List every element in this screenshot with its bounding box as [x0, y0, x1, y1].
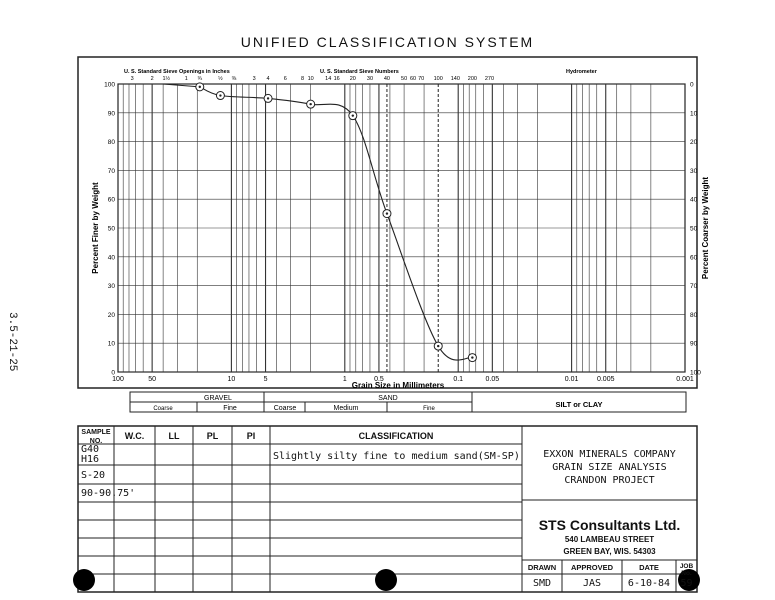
top-sieve-number-label: 20	[349, 76, 356, 82]
label-drawn: DRAWN	[527, 563, 557, 572]
punch-hole	[73, 569, 95, 591]
x-tick-label: 10	[227, 376, 236, 383]
x-tick-label: 5	[263, 376, 268, 383]
y-tick-label-left: 60	[107, 196, 115, 204]
value-date: 6-10-84	[627, 578, 671, 589]
classification-value: Slightly silty fine to medium sand(SM-SP)	[273, 451, 520, 462]
y-tick-label-left: 10	[107, 340, 115, 348]
label-job: JOB No.	[679, 563, 694, 577]
sample-line: S-20	[81, 470, 106, 481]
x-tick-label: 1	[342, 376, 347, 383]
y-tick-label-right: 60	[690, 254, 698, 262]
header-pl: PL	[206, 431, 219, 441]
y-axis-label-right: Percent Coarser by Weight	[701, 176, 710, 280]
y-tick-label-left: 50	[107, 225, 115, 233]
y-tick-label-right: 40	[690, 196, 698, 204]
top-sieve-opening-label: ¾	[197, 76, 203, 82]
x-tick-label: 0.5	[374, 376, 384, 383]
top-sieve-number-label: 270	[484, 76, 495, 82]
y-tick-label-right: 80	[690, 311, 698, 319]
value-job: 59	[680, 578, 693, 589]
header-sample: SAMPLE NO.	[81, 429, 111, 445]
top-sieve-number-label: 14	[325, 76, 332, 82]
band-gravel-fine: Fine	[223, 405, 237, 412]
top-sieve-openings-title: U. S. Standard Sieve Openings in Inches	[124, 69, 230, 75]
top-sieve-opening-label: 3	[130, 76, 134, 82]
top-sieve-number-label: 16	[333, 76, 340, 82]
sample-line: H16	[81, 454, 100, 465]
y-tick-label-left: 20	[107, 311, 115, 319]
top-sieve-opening-label: 2	[150, 76, 154, 82]
header-wc: W.C.	[124, 431, 145, 441]
y-tick-label-left: 0	[111, 369, 115, 377]
y-tick-label-left: 70	[107, 167, 115, 175]
band-sand-coarse: Coarse	[273, 405, 297, 412]
x-tick-label: 0.01	[564, 376, 579, 383]
firm-name: STS Consultants Ltd.	[538, 517, 681, 533]
top-sieve-number-label: 3	[252, 76, 256, 82]
x-tick-label: 0.001	[676, 376, 694, 383]
project-line: GRAIN SIZE ANALYSIS	[552, 462, 667, 473]
top-sieve-opening-label: 1	[184, 76, 188, 82]
top-sieve-numbers-title: U. S. Standard Sieve Numbers	[320, 69, 399, 75]
header-classification: CLASSIFICATION	[358, 431, 434, 441]
y-tick-label-right: 90	[690, 340, 698, 348]
band-sand-medium: Medium	[333, 405, 359, 412]
top-sieve-number-label: 4	[266, 76, 270, 82]
value-drawn: SMD	[532, 578, 552, 589]
side-label-text: 3.5-21-25	[6, 312, 18, 372]
band-gravel: GRAVEL	[204, 395, 232, 402]
top-sieve-opening-label: ⅜	[231, 76, 237, 82]
y-tick-label-right: 100	[690, 369, 701, 377]
top-sieve-number-label: 50	[401, 76, 408, 82]
top-sieve-number-label: 100	[433, 76, 443, 82]
y-tick-label-left: 100	[104, 81, 115, 89]
band-sand-fine: Fine	[423, 406, 435, 412]
y-tick-label-left: 30	[107, 283, 115, 291]
y-tick-label-right: 10	[690, 110, 698, 118]
band-gravel-coarse: Coarse	[153, 406, 173, 412]
top-sieve-number-label: 200	[467, 76, 477, 82]
top-sieve-number-label: 70	[418, 76, 425, 82]
top-sieve-number-label: 10	[307, 76, 314, 82]
x-axis-label: Grain Size in Millimeters	[351, 381, 445, 390]
y-tick-label-right: 20	[690, 139, 698, 147]
band-silt-clay: SILT or CLAY	[555, 400, 603, 409]
firm-street: 540 LAMBEAU STREET	[564, 535, 655, 544]
top-sieve-opening-label: ½	[218, 76, 223, 82]
value-approved: JAS	[582, 578, 602, 589]
label-approved: APPROVED	[570, 563, 614, 572]
page-title: UNIFIED CLASSIFICATION SYSTEM	[240, 34, 535, 50]
band-sand: SAND	[378, 395, 398, 402]
sample-line: 90-90.75'	[81, 488, 136, 499]
y-tick-label-left: 80	[107, 139, 115, 147]
punch-hole	[375, 569, 397, 591]
top-sieve-opening-label: 1½	[162, 76, 171, 82]
y-tick-label-left: 40	[107, 254, 115, 262]
y-tick-label-right: 30	[690, 167, 698, 175]
top-sieve-number-label: 30	[366, 76, 374, 82]
x-tick-label: 0.005	[596, 376, 615, 383]
y-tick-label-right: 50	[690, 225, 698, 233]
x-tick-label: 100	[112, 376, 124, 383]
y-tick-label-right: 70	[690, 283, 698, 291]
top-sieve-number-label: 6	[283, 76, 287, 82]
top-sieve-number-label: 140	[450, 76, 460, 82]
top-sieve-number-label: 60	[410, 76, 417, 82]
project-line: CRANDON PROJECT	[564, 475, 655, 486]
y-tick-label-left: 90	[107, 110, 115, 118]
header-ll: LL	[168, 431, 180, 441]
x-tick-label: 0.05	[485, 376, 500, 383]
firm-city: GREEN BAY, WIS. 54303	[563, 547, 656, 556]
x-tick-label: 50	[148, 376, 157, 383]
top-sieve-number-label: 40	[383, 76, 391, 82]
header-pi: PI	[246, 431, 256, 441]
project-line: EXXON MINERALS COMPANY	[543, 449, 676, 460]
x-tick-label: 0.1	[453, 376, 464, 383]
sample-line: G40	[81, 444, 100, 455]
y-tick-label-right: 0	[690, 81, 694, 89]
top-sieve-number-label: 8	[300, 76, 305, 82]
y-axis-label-left: Percent Finer by Weight	[91, 182, 100, 274]
top-hydrometer-title: Hydrometer	[566, 69, 597, 75]
label-date: DATE	[639, 563, 659, 572]
